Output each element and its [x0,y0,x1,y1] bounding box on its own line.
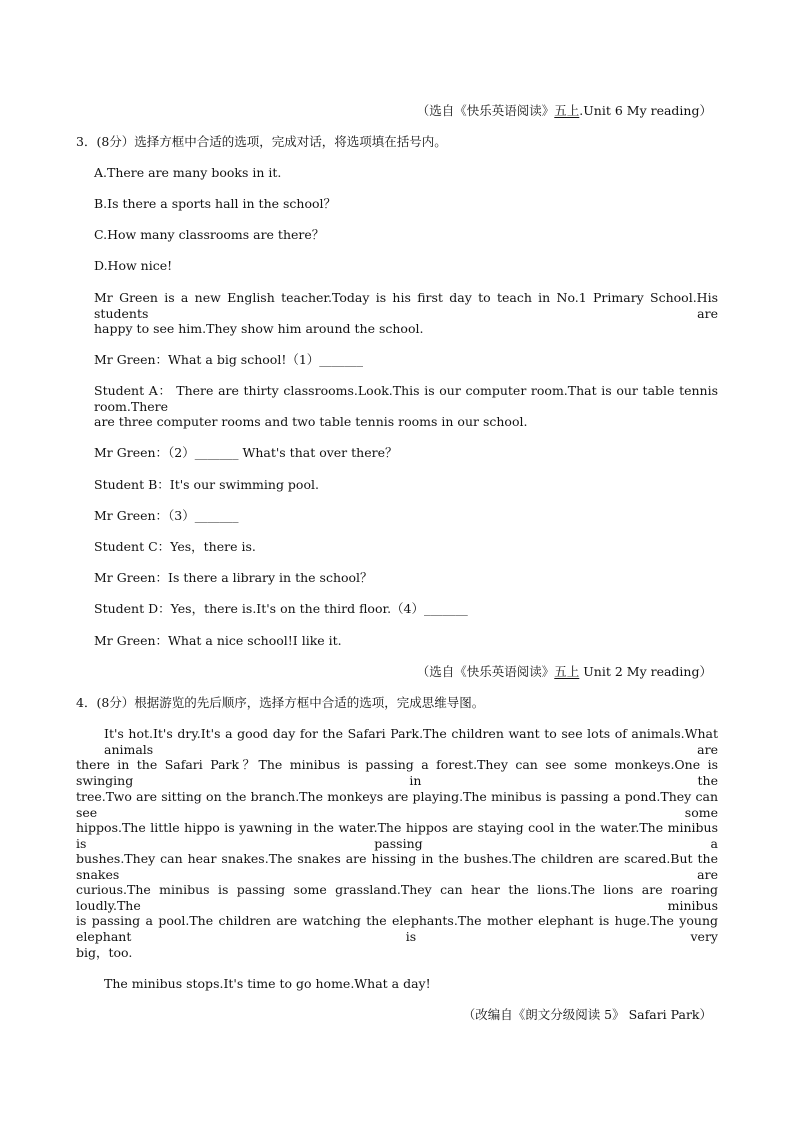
source-book: 五上 [554,103,580,118]
passage-line: big，too. [76,945,133,960]
option-d: D.How nice! [94,258,173,273]
intro-line: happy to see him.They show him around the school. [94,321,424,336]
dialogue-line: Student C：Yes，there is. [94,539,256,554]
option-b: B.Is there a sports hall in the school？ [94,196,337,211]
passage-line: bushes.They can hear snakes.The snakes are hissing in the bushes.The children are scared.But the snakes are [76,851,718,882]
option-a: A.There are many books in it. [94,165,282,180]
dialogue-line: Student D：Yes，there is.It's on the third floor.（4）_______ [94,601,468,616]
passage-line: curious.The minibus is passing some grassland.They can hear the lions.The lions are roaring loudly.The minibus [76,882,718,913]
passage-line: there in the Safari Park？The minibus is passing a forest.They can see some monkeys.One is swinging in the [76,757,718,788]
source-book: 五上 [554,664,580,679]
dialogue-line: Mr Green：Is there a library in the school？ [94,570,373,585]
intro-line: Mr Green is a new English teacher.Today is his first day to teach in No.1 Primary School.His students are [94,290,718,321]
question-4-header: 4．(8分）根据游览的先后顺序，选择方框中合适的选项，完成思维导图。 [76,695,485,710]
source-suffix: .Unit 6 My reading） [579,103,712,118]
source-citation-2 [417,664,712,680]
option-c: C.How many classrooms are there？ [94,227,325,242]
passage-line: is passing a pool.The children are watching the elephants.The mother elephant is huge.The young elephant is very [76,913,718,944]
source-suffix: Unit 2 My reading） [579,664,712,679]
source-prefix: （选自《快乐英语阅读》 [416,664,555,679]
passage-closing: The minibus stops.It's time to go home.What a day! [104,976,431,991]
dialogue-line: are three computer rooms and two table tennis rooms in our school. [94,414,528,429]
passage-line: tree.Two are sitting on the branch.The monkeys are playing.The minibus is passing a pond.They can see some [76,789,718,820]
dialogue-line: Student B：It's our swimming pool. [94,477,319,492]
dialogue-line: Mr Green：What a nice school!I like it. [94,633,342,648]
question-3-header: 3．(8分）选择方框中合适的选项，完成对话，将选项填在括号内。 [76,134,447,149]
dialogue-line: Mr Green：（2）_______ What's that over there？ [94,445,398,460]
dialogue-line: Student A： There are thirty classrooms.Look.This is our computer room.That is our table tennis room.There [94,383,718,414]
dialogue-line: Mr Green：What a big school!（1）_______ [94,352,364,367]
source-citation-3: （改编自《朗文分级阅读 5》 Safari Park） [462,1007,712,1022]
source-prefix: （选自《快乐英语阅读》 [416,103,555,118]
dialogue-line: Mr Green：（3）_______ [94,508,239,523]
passage-line: It's hot.It's dry.It's a good day for the Safari Park.The children want to see lots of animals.What animals are [104,726,718,757]
passage-line: hippos.The little hippo is yawning in the water.The hippos are staying cool in the water.The minibus is passing a [76,820,718,851]
source-citation-1 [417,103,712,119]
